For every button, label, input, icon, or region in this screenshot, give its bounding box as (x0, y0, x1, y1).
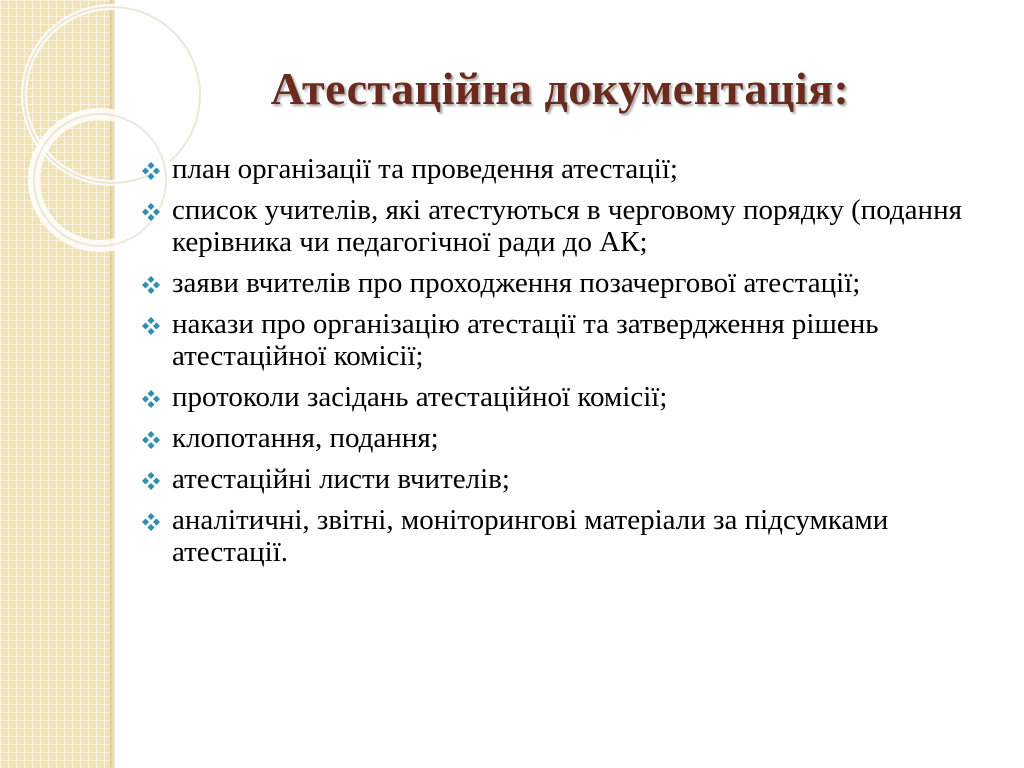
list-item (142, 504, 972, 568)
slide-title: Атестаційна документація: (270, 63, 850, 114)
list-item-text: накази про організацію атестації та затвердження рішень атестаційної комісії; (172, 308, 879, 372)
diamond-bullet-icon (142, 276, 160, 294)
list-item-text: протоколи засідань атестаційної комісії; (172, 381, 668, 413)
list-item (142, 153, 972, 185)
bullet-list (142, 153, 972, 577)
list-item-text: аналітичні, звітні, моніторингові матеріали за підсумками атестації. (172, 504, 889, 568)
list-item-text: план організації та проведення атестації; (172, 153, 678, 185)
list-item (142, 194, 972, 258)
list-item (142, 381, 972, 413)
list-item-text: список учителів, які атестуються в черговому порядку (подання керівника чи педагогічної ради до АК; (172, 194, 962, 258)
list-item-text: атестаційні листи вчителів; (172, 463, 510, 495)
list-item (142, 422, 972, 454)
diamond-bullet-icon (142, 431, 160, 449)
diamond-bullet-icon (142, 317, 160, 335)
list-item (142, 267, 972, 299)
list-item-text: заяви вчителів про проходження позачергової атестації; (172, 267, 861, 299)
diamond-bullet-icon (142, 513, 160, 531)
list-item-text: клопотання, подання; (172, 422, 439, 454)
diamond-bullet-icon (142, 472, 160, 490)
list-item (142, 308, 972, 372)
diamond-bullet-icon (142, 390, 160, 408)
diamond-bullet-icon (142, 203, 160, 221)
diamond-bullet-icon (142, 162, 160, 180)
list-item (142, 463, 972, 495)
